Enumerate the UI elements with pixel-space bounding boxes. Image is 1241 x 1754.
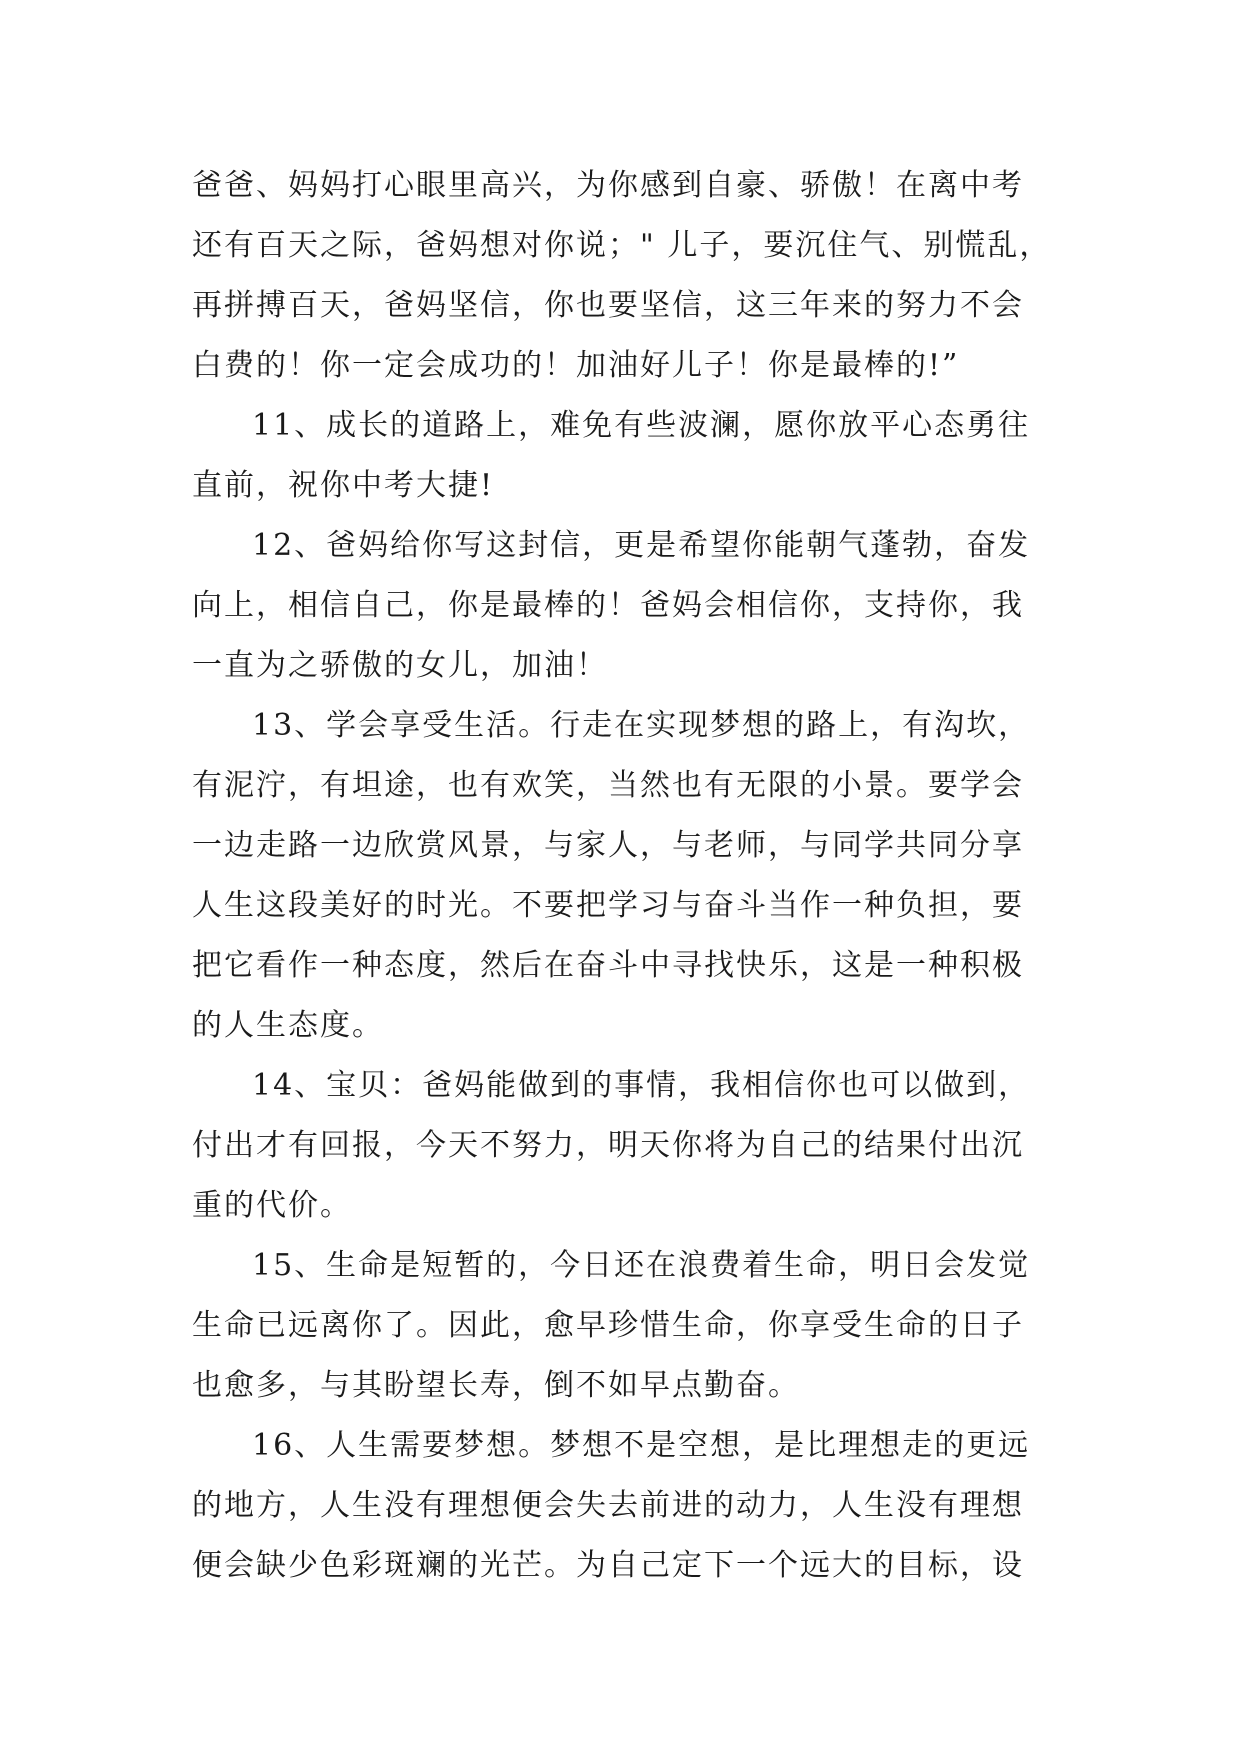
text-line: 有泥泞，有坦途，也有欢笑，当然也有无限的小景。要学会 [192, 768, 1024, 803]
text-line: 人生这段美好的时光。不要把学习与奋斗当作一种负担，要 [192, 888, 1024, 923]
paragraph-11-start: 11、成长的道路上，难免有些波澜，愿你放平心态勇往 [252, 408, 1031, 443]
text-line: 生命已远离你了。因此，愈早珍惜生命，你享受生命的日子 [192, 1308, 1024, 1343]
text-line: 的地方，人生没有理想便会失去前进的动力，人生没有理想 [192, 1488, 1024, 1523]
paragraph-12-start: 12、爸妈给你写这封信，更是希望你能朝气蓬勃，奋发 [252, 528, 1031, 563]
text-line: 还有百天之际，爸妈想对你说；" 儿子，要沉住气、别慌乱， [192, 228, 1052, 263]
text-line: 一直为之骄傲的女儿，加油！ [192, 648, 608, 683]
text-line: 爸爸、妈妈打心眼里高兴，为你感到自豪、骄傲！在离中考 [192, 168, 1024, 203]
text-line: 把它看作一种态度，然后在奋斗中寻找快乐，这是一种积极 [192, 948, 1024, 983]
text-line: 再拼搏百天，爸妈坚信，你也要坚信，这三年来的努力不会 [192, 288, 1024, 323]
paragraph-16-start: 16、人生需要梦想。梦想不是空想，是比理想走的更远 [252, 1428, 1031, 1463]
paragraph-13-start: 13、学会享受生活。行走在实现梦想的路上，有沟坎， [252, 708, 1031, 743]
text-line: 也愈多，与其盼望长寿，倒不如早点勤奋。 [192, 1368, 800, 1403]
text-line: 一边走路一边欣赏风景，与家人，与老师，与同学共同分享 [192, 828, 1024, 863]
text-line: 白费的！你一定会成功的！加油好儿子！你是最棒的!” [192, 348, 960, 383]
paragraph-15-start: 15、生命是短暂的，今日还在浪费着生命，明日会发觉 [252, 1248, 1031, 1283]
text-line: 直前，祝你中考大捷! [192, 468, 495, 503]
paragraph-14-start: 14、宝贝：爸妈能做到的事情，我相信你也可以做到， [252, 1068, 1031, 1103]
text-line: 重的代价。 [192, 1188, 352, 1223]
text-line: 的人生态度。 [192, 1008, 384, 1043]
text-line: 向上，相信自己，你是最棒的！爸妈会相信你，支持你，我 [192, 588, 1024, 623]
text-line: 付出才有回报，今天不努力，明天你将为自己的结果付出沉 [192, 1128, 1024, 1163]
text-line: 便会缺少色彩斑斓的光芒。为自己定下一个远大的目标，设 [192, 1548, 1024, 1583]
